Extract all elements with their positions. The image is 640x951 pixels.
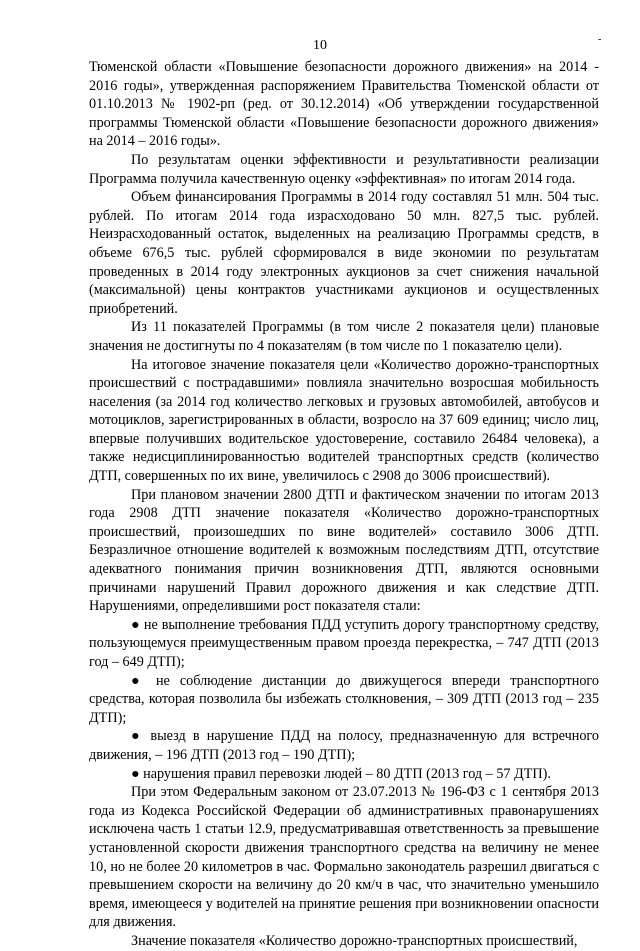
page-number: 10 — [313, 38, 327, 53]
list-item-oncoming-lane-violation: ● выезд в нарушение ПДД на полосу, предназначенную для встречного движения, – 196 ДТП (2013 год – 190 ДТП); — [89, 728, 599, 763]
document-body — [89, 58, 599, 951]
paragraph-indicator-value: Значение показателя «Количество дорожно-транспортных происшествий, — [131, 932, 578, 949]
paragraph-program-title-continuation: Тюменской области «Повышение безопасности дорожного движения» на 2014 - 2016 годы», утвержденная распоряжением Правительства Тюменской области от 01.10.2013 № 1902-рп (ред. от 30.12.2014) «Об утверждении государственной программы Тюменской области «Повышение безопасности дорожного движения» на 2014 – 2016 годы». — [89, 59, 599, 150]
paragraph-effectiveness: По результатам оценки эффективности и результативности реализации Программа получила качественную оценку «эффективная» по итогам 2014 года. — [89, 151, 599, 187]
paragraph-indicators: Из 11 показателей Программы (в том числе 2 показателя цели) плановые значения не достигнуты по 4 показателям (в том числе по 1 показателю цели). — [89, 319, 599, 354]
corner-mark: - — [598, 34, 602, 45]
paragraph-mobility: На итоговое значение показателя цели «Количество дорожно-транспортных происшествий с пострадавшими» повлияла значительно возросшая мобильность населения (за 2014 год количество легковых и грузовых автомобилей, автобусов и мотоциклов, зарегистрированных в области, возросло на 37 609 единиц; число лиц, впервые получивших водительское удостоверение, составило 26484 человека), а также недисциплинированностью водителей транспортных средств (количество ДТП, совершенных по их вине, увеличилось с 2908 до 3006 происшествий). — [89, 356, 599, 485]
list-item-yield-violation: ● не выполнение требования ПДД уступить дорогу транспортному средству, пользующемуся преимущественным правом проезда перекрестка, – 747 ДТП (2013 год – 649 ДТП); — [89, 616, 599, 670]
paragraph-dtp-values: При плановом значении 2800 ДТП и фактическом значении по итогам 2013 года 2908 ДТП значение показателя «Количество дорожно-транспортных происшествий, произошедших по вине водителей» составило 3006 ДТП. Безразличное отношение водителей к возможным последствиям ДТП, отсутствие адекватного понимания причин возникновения ДТП, являются основными причинами нарушений Правил дорожного движения и как следствие ДТП. Нарушениями, определившими рост показателя стали: — [89, 486, 599, 615]
list-item-distance-violation: ● не соблюдение дистанции до движущегося впереди транспортного средства, которая позволила бы избежать столкновения, – 309 ДТП (2013 год – 235 ДТП); — [89, 672, 599, 726]
paragraph-federal-law: При этом Федеральным законом от 23.07.2013 № 196-ФЗ с 1 сентября 2013 года из Кодекса Российской Федерации об административных правонарушениях исключена часть 1 статьи 12.9, предусматривавшая ответственность за превышение установленной скорости движения транспортного средства на величину не менее 10, но не более 20 километров в час. Формально законодатель разрешил двигаться с превышением скорости на величину до 20 км/ч в час, что значительно уменьшило время, имеющееся у водителей на принятие решения при возникновении опасности для движения. — [89, 784, 599, 931]
paragraph-financing: Объем финансирования Программы в 2014 году составлял 51 млн. 504 тыс. рублей. По итогам 2014 года израсходовано 50 млн. 827,5 тыс. рублей. Неизрасходованный остаток, выделенных на реализацию Программы средств, в объеме 676,5 тыс. рублей сформировался в виде экономии по результатам проведенных в 2014 году электронных аукционов за счет снижения начальной (максимальной) цены контрактов участниками аукционов и осуществленных приобретений. — [89, 189, 599, 317]
list-item-passenger-transport-violation: ● нарушения правил перевозки людей – 80 ДТП (2013 год – 57 ДТП). — [131, 765, 551, 782]
